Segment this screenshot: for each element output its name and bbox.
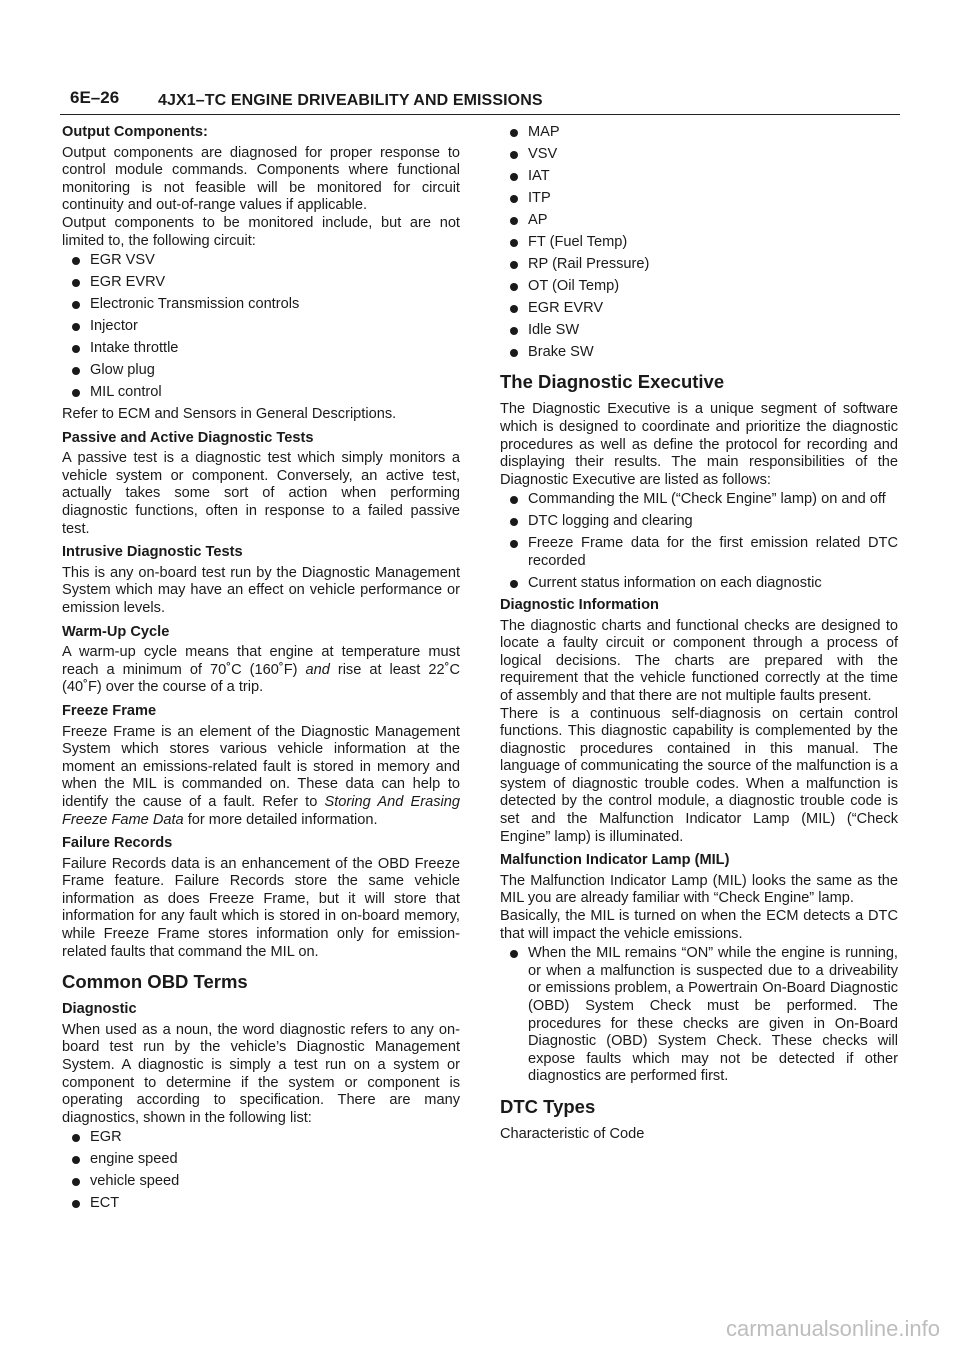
freeze-frame-heading: Freeze Frame bbox=[62, 702, 157, 719]
bullet-icon bbox=[72, 389, 80, 397]
bullet-icon bbox=[510, 496, 518, 504]
list-item-text: RP (Rail Pressure) bbox=[528, 255, 650, 272]
list-item-text: MAP bbox=[528, 124, 560, 140]
output-components-para-2: Output components to be monitored include, but are not limited to, the following circuit: bbox=[62, 214, 460, 249]
bullet-icon bbox=[72, 367, 80, 375]
freeze-frame-para: Freeze Frame is an element of the Diagnostic Management System which stores various vehicle information at the moment an emissions-related fault is stored in memory and when the MIL is commanded on. These data can help to identify the cause of a fault. Refer to Storing And Erasing Freeze Fame Data for more detailed information. bbox=[62, 723, 460, 828]
list-item bbox=[500, 212, 898, 230]
header-rule bbox=[60, 114, 900, 115]
page-header-title: 4JX1–TC ENGINE DRIVEABILITY AND EMISSIONS bbox=[158, 92, 543, 109]
diagnostic-information-heading: Diagnostic Information bbox=[500, 596, 659, 613]
dtc-types-heading: DTC Types bbox=[500, 1095, 596, 1117]
list-item-text: AP bbox=[528, 211, 548, 228]
list-item-text: Brake SW bbox=[528, 343, 594, 360]
list-item-text: Intake throttle bbox=[90, 340, 179, 357]
bullet-icon bbox=[72, 279, 80, 287]
diagnostic-heading: Diagnostic bbox=[62, 1001, 137, 1018]
list-item-text: EGR VSV bbox=[90, 252, 155, 269]
bullet-icon bbox=[72, 1156, 80, 1164]
mil-para-2: Basically, the MIL is turned on when the ECM detects a DTC that will impact the vehicle emissions. bbox=[500, 908, 898, 942]
list-item bbox=[500, 491, 898, 509]
intrusive-para: This is any on-board test run by the Diagnostic Management System which may have an effect on vehicle performance or emission levels. bbox=[62, 564, 460, 616]
list-item-text: FT (Fuel Temp) bbox=[528, 233, 628, 250]
output-components-list bbox=[62, 252, 460, 402]
list-item bbox=[62, 1173, 460, 1191]
list-item bbox=[62, 296, 460, 314]
list-item bbox=[500, 300, 898, 318]
list-item bbox=[62, 362, 460, 380]
bullet-icon bbox=[510, 195, 518, 203]
list-item bbox=[62, 318, 460, 336]
failure-records-para: Failure Records data is an enhancement of the OBD Freeze Frame feature. Failure Records store the same vehicle information as does Freeze Frame, but it will store that information for any fault which is stored in on-board memory, while Freeze Frame stores information only for emission-related faults that command the MIL on. bbox=[62, 855, 460, 960]
list-item bbox=[500, 168, 898, 186]
bullet-icon bbox=[510, 327, 518, 335]
bullet-icon bbox=[72, 1200, 80, 1208]
common-obd-terms-heading: Common OBD Terms bbox=[62, 971, 248, 993]
bullet-icon bbox=[72, 301, 80, 309]
list-item-text: EGR EVRV bbox=[528, 299, 604, 316]
list-item bbox=[500, 256, 898, 274]
bullet-icon bbox=[510, 239, 518, 247]
list-item bbox=[500, 513, 898, 531]
mil-list bbox=[500, 945, 898, 1086]
list-item bbox=[500, 344, 898, 362]
bullet-icon bbox=[510, 349, 518, 357]
bullet-icon bbox=[510, 518, 518, 526]
bullet-icon bbox=[510, 261, 518, 269]
list-item-text: engine speed bbox=[90, 1151, 178, 1168]
bullet-icon bbox=[510, 151, 518, 159]
diagnostic-information-para-1: The diagnostic charts and functional checks are designed to locate a faulty circuit or component through a process of logical decisions. The charts are prepared with the requirement that the vehicle functioned correctly at the time of assembly and that there are not multiple faults present. bbox=[500, 617, 898, 704]
intrusive-heading: Intrusive Diagnostic Tests bbox=[62, 544, 243, 561]
list-item bbox=[500, 146, 898, 164]
bullet-icon bbox=[510, 950, 518, 958]
left-column bbox=[62, 124, 460, 1217]
list-item-text: EGR bbox=[90, 1129, 122, 1146]
list-item bbox=[62, 274, 460, 292]
warmup-para: A warm-up cycle means that engine at temperature must reach a minimum of 70˚C (160˚F) and rise at least 22˚C (40˚F) over the course of a trip. bbox=[62, 644, 460, 696]
list-item-text: MIL control bbox=[90, 384, 162, 401]
list-item bbox=[500, 278, 898, 296]
list-item-text: Commanding the MIL (“Check Engine” lamp) on and off bbox=[528, 491, 886, 508]
list-item-text: VSV bbox=[528, 145, 558, 162]
bullet-icon bbox=[72, 257, 80, 265]
list-item-text: vehicle speed bbox=[90, 1173, 180, 1190]
list-item bbox=[62, 1151, 460, 1169]
list-item-text: ITP bbox=[528, 189, 551, 206]
diagnostic-list-continued bbox=[500, 124, 898, 361]
bullet-icon bbox=[72, 345, 80, 353]
bullet-icon bbox=[510, 129, 518, 137]
bullet-icon bbox=[510, 580, 518, 588]
list-item-text: When the MIL remains “ON” while the engine is running, or when a malfunction is suspected due to a driveability or emissions problem, a Powertrain On-Board Diagnostic (OBD) System Check must be performed. The procedures for these checks are given in On-Board Diagnostic (OBD) System Check. These checks will expose faults which may not be detected if other diagnostics are performed first. bbox=[528, 945, 898, 1085]
list-item bbox=[62, 252, 460, 270]
passive-active-para: A passive test is a diagnostic test which simply monitors a vehicle system or component. Conversely, an active test, actually takes some sort of action when performing diagnostic functions, often in response to a failed passive test. bbox=[62, 450, 460, 537]
list-item-text: Glow plug bbox=[90, 362, 155, 379]
list-item bbox=[500, 945, 898, 1086]
list-item-text: ECT bbox=[90, 1195, 120, 1212]
list-item-text: Freeze Frame data for the first emission related DTC recorded bbox=[528, 535, 898, 569]
diagnostic-executive-heading: The Diagnostic Executive bbox=[500, 371, 725, 393]
list-item bbox=[500, 322, 898, 340]
diagnostic-para: When used as a noun, the word diagnostic refers to any on-board test run by the vehicle’s Diagnostic Management System. A diagnostic is simply a test run on a system or component to determine if the system or component is operating according to specification. There are many diagnostics, shown in the following list: bbox=[62, 1021, 460, 1126]
list-item-text: DTC logging and clearing bbox=[528, 513, 693, 530]
list-item-text: EGR EVRV bbox=[90, 274, 166, 291]
diagnostic-executive-list bbox=[500, 491, 898, 592]
passive-active-heading: Passive and Active Diagnostic Tests bbox=[62, 429, 314, 446]
bullet-icon bbox=[510, 283, 518, 291]
list-item bbox=[62, 384, 460, 402]
list-item bbox=[500, 575, 898, 593]
diagnostic-executive-para: The Diagnostic Executive is a unique segment of software which is designed to coordinate and prioritize the diagnostic procedures as well as define the protocol for recording and displaying their results. The main responsibilities of the Diagnostic Executive are listed as follows: bbox=[500, 401, 898, 488]
dtc-types-para: Characteristic of Code bbox=[500, 1125, 645, 1142]
failure-records-heading: Failure Records bbox=[62, 835, 173, 852]
list-item bbox=[62, 340, 460, 358]
bullet-icon bbox=[510, 217, 518, 225]
watermark: carmanualsonline.info bbox=[725, 1316, 940, 1341]
list-item-text: Injector bbox=[90, 318, 138, 335]
refer-text: Refer to ECM and Sensors in General Descriptions. bbox=[62, 406, 397, 423]
list-item-text: Current status information on each diagnostic bbox=[528, 574, 822, 591]
right-column bbox=[500, 124, 898, 1150]
bullet-icon bbox=[510, 540, 518, 548]
output-components-heading: Output Components: bbox=[62, 124, 208, 140]
mil-heading: Malfunction Indicator Lamp (MIL) bbox=[500, 852, 730, 869]
diagnostic-list bbox=[62, 1129, 460, 1213]
list-item-text: OT (Oil Temp) bbox=[528, 277, 620, 294]
bullet-icon bbox=[510, 173, 518, 181]
bullet-icon bbox=[72, 1178, 80, 1186]
list-item bbox=[500, 124, 898, 142]
list-item bbox=[62, 1129, 460, 1147]
bullet-icon bbox=[72, 323, 80, 331]
output-components-para-1: Output components are diagnosed for proper response to control module commands. Components where functional monitoring is not feasible will be monitored for circuit continuity and out-of-range values if applicable. bbox=[62, 144, 460, 214]
list-item bbox=[500, 535, 898, 570]
list-item-text: Idle SW bbox=[528, 321, 580, 338]
list-item bbox=[62, 1195, 460, 1213]
page-number: 6E–26 bbox=[70, 88, 120, 107]
list-item-text: Electronic Transmission controls bbox=[90, 296, 300, 313]
list-item bbox=[500, 190, 898, 208]
bullet-icon bbox=[72, 1134, 80, 1142]
list-item-text: IAT bbox=[528, 167, 550, 184]
list-item bbox=[500, 234, 898, 252]
warmup-heading: Warm-Up Cycle bbox=[62, 623, 170, 640]
diagnostic-information-para-2: There is a continuous self-diagnosis on certain control functions. This diagnostic capability is complemented by the diagnostic procedures contained in this manual. The language of communicating the source of the malfunction is a system of diagnostic trouble codes. When a malfunction is detected by the control module, a diagnostic trouble code is set and the Malfunction Indicator Lamp (MIL) (“Check Engine” lamp) is illuminated. bbox=[500, 705, 898, 845]
bullet-icon bbox=[510, 305, 518, 313]
mil-para-1: The Malfunction Indicator Lamp (MIL) looks the same as the MIL you are already familiar with “Check Engine” lamp. bbox=[500, 872, 898, 907]
